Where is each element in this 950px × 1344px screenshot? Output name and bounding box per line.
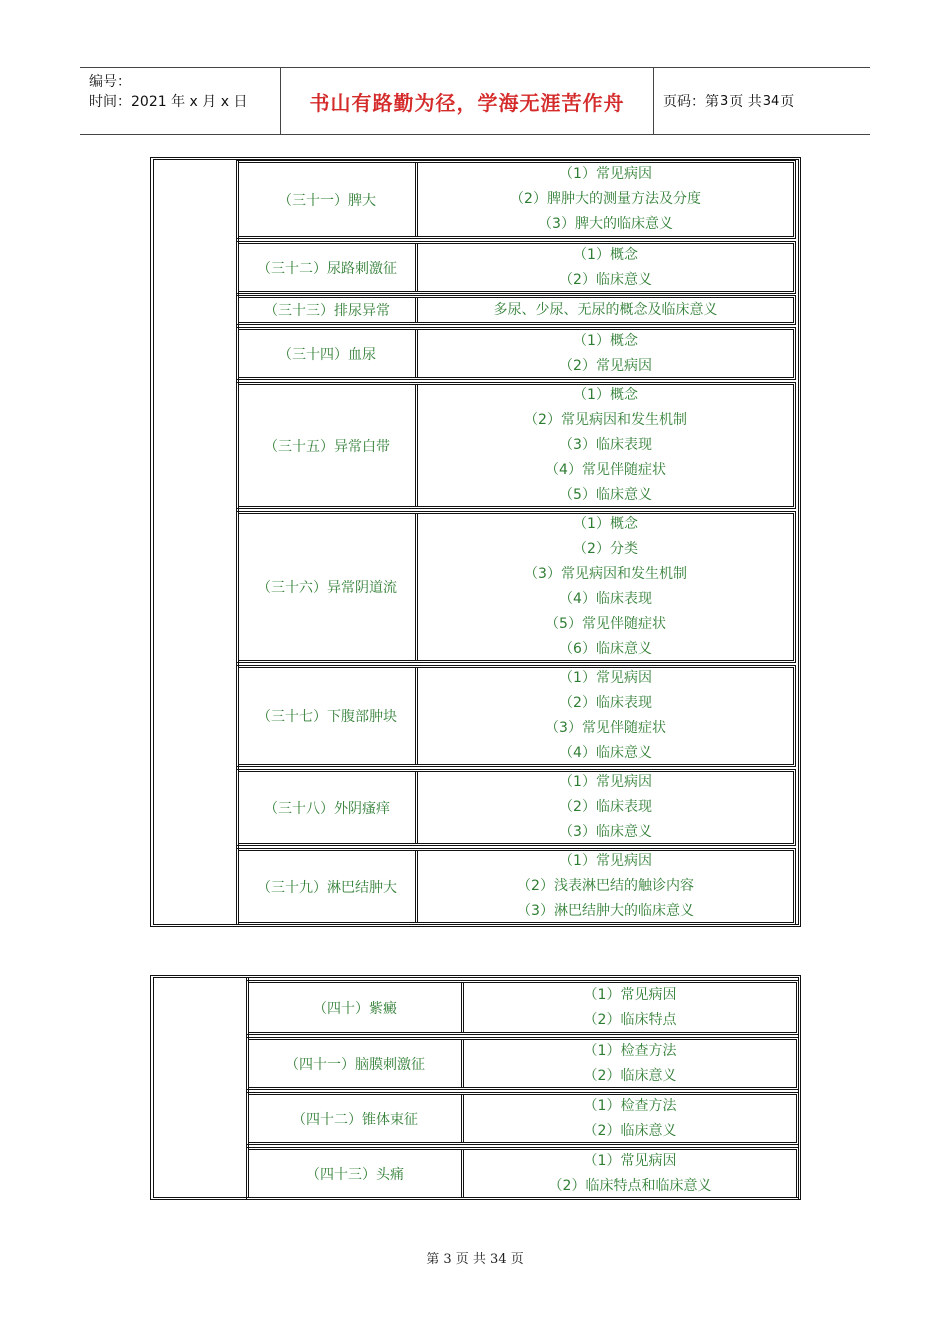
table-row xyxy=(246,1147,799,1200)
topic-items xyxy=(418,772,793,843)
header-meta xyxy=(80,68,281,134)
table-row xyxy=(236,295,796,325)
topic-name: （三十一）脾大 xyxy=(239,163,418,236)
topic-name: （三十五）异常白带 xyxy=(239,385,418,506)
symptom-table-1 xyxy=(150,157,801,927)
table-row xyxy=(246,1037,799,1090)
page-header xyxy=(80,67,870,135)
page-prefix: 页码：第 xyxy=(663,94,719,110)
topic-item: （3）临床意义 xyxy=(559,824,652,840)
table-row xyxy=(246,980,799,1035)
topic-item: （4）临床意义 xyxy=(559,745,652,761)
topic-items xyxy=(418,851,793,922)
table-row xyxy=(236,241,796,294)
topic-item: （1）常见病因 xyxy=(559,774,652,790)
topic-item: （1）概念 xyxy=(573,516,638,532)
topic-items xyxy=(464,1095,796,1142)
table-row xyxy=(236,769,796,846)
table-1-category-column xyxy=(154,160,239,924)
topic-items xyxy=(464,1040,796,1087)
table-row xyxy=(246,1092,799,1145)
topic-item: （1）常见病因 xyxy=(559,670,652,686)
symptom-table-2 xyxy=(150,975,801,1200)
topic-item: （2）临床意义 xyxy=(559,271,652,288)
topic-item: （3）临床表现 xyxy=(559,437,652,453)
topic-item: （2）常见病因和发生机制 xyxy=(524,412,687,428)
topic-item: （1）常见病因 xyxy=(559,853,652,869)
topic-items xyxy=(464,983,796,1032)
topic-item: （2）常见病因 xyxy=(559,357,652,374)
topic-item: （5）临床意义 xyxy=(559,487,652,503)
topic-name: （三十四）血尿 xyxy=(239,330,418,377)
topic-name: （三十九）淋巴结肿大 xyxy=(239,851,418,922)
topic-name: （三十八）外阴瘙痒 xyxy=(239,772,418,843)
topic-item: （2）临床意义 xyxy=(583,1067,677,1084)
table-row xyxy=(236,160,796,239)
topic-name: （三十三）排尿异常 xyxy=(239,298,418,322)
topic-name: （三十七）下腹部肿块 xyxy=(239,668,418,764)
table-2-category-column xyxy=(154,978,249,1197)
table-row xyxy=(236,665,796,767)
topic-items xyxy=(418,244,793,291)
topic-item: （2）临床意义 xyxy=(583,1122,677,1139)
topic-item: （4）常见伴随症状 xyxy=(545,462,666,478)
topic-item: （1）常见病因 xyxy=(559,166,652,182)
topic-item: 多尿、少尿、无尿的概念及临床意义 xyxy=(493,301,718,318)
topic-name: （三十二）尿路刺激征 xyxy=(239,244,418,291)
topic-item: （2）脾肿大的测量方法及分度 xyxy=(510,191,701,207)
topic-item: （2）临床表现 xyxy=(559,695,652,711)
topic-name: （四十二）锥体束征 xyxy=(249,1095,464,1142)
topic-item: （1）概念 xyxy=(573,246,638,263)
topic-item: （4）临床表现 xyxy=(559,591,652,607)
topic-name: （四十）紫癜 xyxy=(249,983,464,1032)
topic-item: （1）概念 xyxy=(573,332,638,349)
topic-item: （1）常见病因 xyxy=(583,986,677,1003)
topic-name: （三十六）异常阴道流 xyxy=(239,514,418,660)
page-suffix: 页 xyxy=(780,94,795,110)
topic-item: （3）常见病因和发生机制 xyxy=(524,566,687,582)
code-label: 编号： xyxy=(89,74,131,90)
topic-item: （3）常见伴随症状 xyxy=(545,720,666,736)
motto: 书山有路勤为径，学海无涯苦作舟 xyxy=(309,90,625,115)
topic-item: （1）检查方法 xyxy=(583,1097,677,1114)
topic-item: （3）脾大的临床意义 xyxy=(538,216,673,232)
topic-items xyxy=(418,298,793,322)
topic-items xyxy=(418,385,793,506)
topic-item: （2）临床特点 xyxy=(583,1011,677,1028)
topic-item: （2）临床表现 xyxy=(559,799,652,815)
topic-item: （2）分类 xyxy=(573,541,638,557)
topic-item: （5）常见伴随症状 xyxy=(545,616,666,632)
topic-item: （1）常见病因 xyxy=(583,1152,677,1169)
topic-items xyxy=(418,330,793,377)
time-label: 时间：2021 年 x 月 x 日 xyxy=(89,94,248,110)
page-current: 3 xyxy=(720,93,729,109)
page-footer: 第 3 页 共 34 页 xyxy=(426,1252,524,1267)
topic-item: （1）概念 xyxy=(573,387,638,403)
page-number-label xyxy=(654,68,870,134)
topic-item: （3）淋巴结肿大的临床意义 xyxy=(517,903,694,919)
topic-items xyxy=(418,668,793,764)
topic-items xyxy=(464,1150,796,1197)
page-mid: 页 共 xyxy=(729,94,762,110)
page-total: 34 xyxy=(762,93,780,109)
table-row xyxy=(236,327,796,380)
topic-name: （四十三）头痛 xyxy=(249,1150,464,1197)
topic-item: （2）临床特点和临床意义 xyxy=(548,1177,712,1194)
topic-items xyxy=(418,163,793,236)
topic-item: （2）浅表淋巴结的触诊内容 xyxy=(517,878,694,894)
topic-item: （1）检查方法 xyxy=(583,1042,677,1059)
topic-item: （6）临床意义 xyxy=(559,641,652,657)
table-row xyxy=(236,848,796,925)
topic-items xyxy=(418,514,793,660)
topic-name: （四十一）脑膜刺激征 xyxy=(249,1040,464,1087)
table-row xyxy=(236,511,796,663)
table-row xyxy=(236,382,796,509)
header-motto-cell xyxy=(281,68,654,134)
